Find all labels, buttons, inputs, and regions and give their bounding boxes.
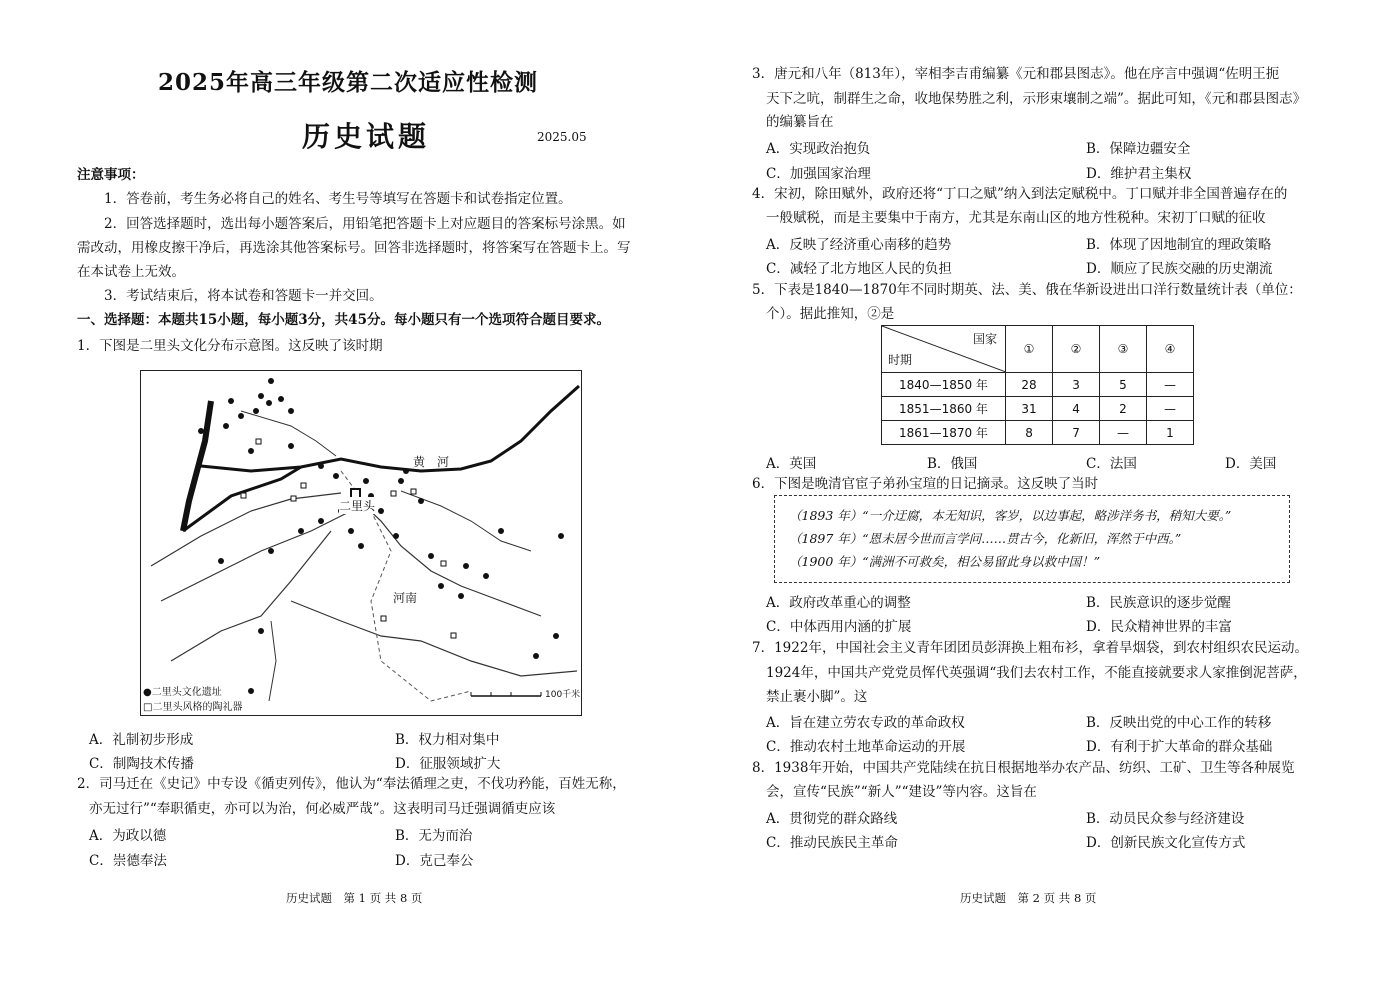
diary-entry-1900: （1900 年）“满洲不可救矣，相公易留此身以救中国！” bbox=[789, 554, 1101, 569]
q8-stem-line1: 8．1938年开始，中国共产党陆续在抗日根据地举办农产品、纺织、工矿、卫生等各种展览 bbox=[752, 760, 1295, 776]
q6-option-c[interactable]: C．中体西用内涵的扩展 bbox=[766, 619, 912, 635]
table-cell: — bbox=[1146, 373, 1193, 397]
q6-option-d[interactable]: D．民众精神世界的丰富 bbox=[1086, 619, 1232, 635]
erlitou-map bbox=[140, 370, 582, 716]
q8-stem-line2: 会，宣传“民族”“新人”“建设”等内容。这旨在 bbox=[766, 784, 1037, 800]
notice-3: 3．考试结束后，将本试卷和答题卡一并交回。 bbox=[104, 288, 383, 304]
table-cell: 8 bbox=[1005, 421, 1052, 445]
table-period-cell: 1861—1870 年 bbox=[882, 421, 1006, 445]
river-label: 黄 河 bbox=[413, 455, 450, 469]
tributary-8 bbox=[241, 411, 336, 456]
table-period-cell: 1851—1860 年 bbox=[882, 397, 1006, 421]
q1-option-a[interactable]: A．礼制初步形成 bbox=[89, 732, 194, 748]
site-label: 二里头 bbox=[339, 499, 376, 513]
table-cell: 7 bbox=[1053, 421, 1100, 445]
table-col-header: ① bbox=[1005, 326, 1052, 373]
table-cell: 1 bbox=[1146, 421, 1193, 445]
table-cell: — bbox=[1100, 421, 1147, 445]
q3-stem-line3: 的编纂旨在 bbox=[766, 114, 834, 130]
q5-option-a[interactable]: A．英国 bbox=[766, 456, 817, 472]
table-header-row bbox=[882, 326, 1194, 373]
q8-option-d[interactable]: D．创新民族文化宣传方式 bbox=[1086, 835, 1246, 851]
q5-option-b[interactable]: B．俄国 bbox=[927, 456, 978, 472]
q2-stem-line2: 亦无过行”“奉职循吏，亦可以为治，何必威严哉”。这表明司马迁强调循吏应该 bbox=[89, 801, 556, 817]
q2-option-d[interactable]: D．克己奉公 bbox=[395, 853, 474, 869]
q5-option-c[interactable]: C．法国 bbox=[1086, 456, 1137, 472]
q7-option-c[interactable]: C．推动农村土地革命运动的开展 bbox=[766, 739, 966, 755]
q7-stem-line1: 7．1922年，中国社会主义青年团团员彭湃换上粗布衫，拿着旱烟袋，到农村组织农民运动。 bbox=[752, 640, 1308, 656]
diary-excerpt-box bbox=[774, 495, 1290, 583]
tributary-7 bbox=[269, 621, 276, 701]
table-cell: 28 bbox=[1005, 373, 1052, 397]
q8-option-c[interactable]: C．推动民族民主革命 bbox=[766, 835, 898, 851]
q3-option-b[interactable]: B．保障边疆安全 bbox=[1086, 141, 1191, 157]
notice-1: 1．答卷前，考生务必将自己的姓名、考生号等填写在答题卡和试卷指定位置。 bbox=[104, 191, 572, 207]
q2-option-c[interactable]: C．崇德奉法 bbox=[89, 853, 167, 869]
q2-option-a[interactable]: A．为政以德 bbox=[89, 828, 167, 844]
q8-option-a[interactable]: A．贯彻党的群众路线 bbox=[766, 811, 898, 827]
notice-2c: 在本试卷上无效。 bbox=[77, 264, 185, 280]
q3-option-a[interactable]: A．实现政治抱负 bbox=[766, 141, 871, 157]
q7-option-b[interactable]: B．反映出党的中心工作的转移 bbox=[1086, 715, 1272, 731]
subject-title: 历史试题 bbox=[302, 120, 431, 153]
region-label: 河南 bbox=[393, 591, 418, 605]
legend-pottery: □二里头风格的陶礼器 bbox=[143, 702, 243, 713]
q7-option-d[interactable]: D．有利于扩大革命的群众基础 bbox=[1086, 739, 1273, 755]
table-row bbox=[882, 373, 1194, 397]
q1-option-d[interactable]: D．征服领域扩大 bbox=[395, 756, 501, 772]
table-cell: 5 bbox=[1100, 373, 1147, 397]
page-1-footer: 历史试题 第 1 页 共 8 页 bbox=[286, 891, 423, 905]
q7-stem-line3: 禁止裹小脚”。这 bbox=[766, 689, 868, 705]
notice-2a: 2．回答选择题时，选出每小题答案后，用铅笔把答题卡上对应题目的答案标号涂黑。如 bbox=[104, 216, 626, 232]
section-heading: 一、选择题：本题共15小题，每小题3分，共45分。每小题只有一个选项符合题目要求。 bbox=[77, 312, 610, 328]
q1-stem: 1．下图是二里头文化分布示意图。这反映了该时期 bbox=[77, 338, 383, 354]
q1-option-b[interactable]: B．权力相对集中 bbox=[395, 732, 500, 748]
scale-label: 100千米 bbox=[545, 690, 581, 700]
q6-stem: 6．下图是晚清官宦子弟孙宝瑄的日记摘录。这反映了当时 bbox=[752, 476, 1099, 492]
yellow-river-lower bbox=[201, 386, 579, 471]
diary-entry-1897: （1897 年）“恩未居今世而言学问……贯古今，化新旧，浑然于中西。” bbox=[789, 531, 1182, 546]
q3-stem-line1: 3．唐元和八年（813年），宰相李吉甫编纂《元和郡县图志》。他在序言中强调“佐明王扼 bbox=[752, 66, 1280, 82]
corner-top-label: 国家 bbox=[972, 332, 997, 346]
q4-stem-line1: 4．宋初，除田赋外，政府还将“丁口之赋”纳入到法定赋税中。丁口赋并非全国普遍存在的 bbox=[752, 186, 1288, 202]
table-period-cell: 1840—1850 年 bbox=[882, 373, 1006, 397]
q2-stem-line1: 2．司马迁在《史记》中专设《循吏列传》，他认为“奉法循理之吏，不伐功矜能，百姓无称， bbox=[77, 776, 626, 792]
q6-option-a[interactable]: A．政府改革重心的调整 bbox=[766, 595, 911, 611]
q3-option-d[interactable]: D．维护君主集权 bbox=[1086, 166, 1192, 182]
q7-option-a[interactable]: A．旨在建立劳农专政的革命政权 bbox=[766, 715, 965, 731]
q7-stem-line2: 1924年，中国共产党党员恽代英强调“我们去农村工作，不能直接就要求人家推倒泥菩萨， bbox=[766, 665, 1307, 681]
q3-option-c[interactable]: C．加强国家治理 bbox=[766, 166, 871, 182]
page-2-footer: 历史试题 第 2 页 共 8 页 bbox=[960, 891, 1097, 905]
tributary-5 bbox=[291, 601, 577, 676]
q6-option-b[interactable]: B．民族意识的逐步觉醒 bbox=[1086, 595, 1231, 611]
table-col-header: ③ bbox=[1100, 326, 1147, 373]
q4-option-d[interactable]: D．顺应了民族交融的历史潮流 bbox=[1086, 261, 1273, 277]
table-cell: 31 bbox=[1005, 397, 1052, 421]
legend-site: ●二里头文化遗址 bbox=[143, 687, 222, 698]
corner-bottom-label: 时期 bbox=[888, 353, 913, 367]
q4-option-c[interactable]: C．减轻了北方地区人民的负担 bbox=[766, 261, 952, 277]
trading-firms-table bbox=[881, 325, 1194, 445]
table-cell: — bbox=[1146, 397, 1193, 421]
table-col-header: ④ bbox=[1146, 326, 1193, 373]
q4-option-b[interactable]: B．体现了因地制宜的理政策略 bbox=[1086, 237, 1272, 253]
table-cell: 3 bbox=[1053, 373, 1100, 397]
notice-heading: 注意事项： bbox=[77, 167, 145, 183]
q2-option-b[interactable]: B．无为而治 bbox=[395, 828, 473, 844]
table-cell: 2 bbox=[1100, 397, 1147, 421]
diary-entry-1893: （1893 年）“一介迂腐，本无知识，客岁，以边事起，略涉洋务书，稍知大要。” bbox=[789, 508, 1232, 523]
q8-option-b[interactable]: B．动员民众参与经济建设 bbox=[1086, 811, 1245, 827]
exam-date: 2025.05 bbox=[537, 130, 587, 144]
q5-stem-line1: 5．下表是1840—1870年不同时期英、法、美、俄在华新设进出口洋行数量统计表（单位： bbox=[752, 282, 1302, 298]
exam-title: 2025年高三年级第二次适应性检测 bbox=[158, 69, 539, 96]
table-corner-cell bbox=[882, 326, 1006, 373]
q1-option-c[interactable]: C．制陶技术传播 bbox=[89, 756, 194, 772]
table-row bbox=[882, 421, 1194, 445]
q4-option-a[interactable]: A．反映了经济重心南移的趋势 bbox=[766, 237, 952, 253]
notice-2b: 需改动，用橡皮擦干净后，再选涂其他答案标号。回答非选择题时，将答案写在答题卡上。写 bbox=[77, 240, 631, 256]
q5-stem-line2: 个）。据此推知，②是 bbox=[766, 306, 895, 322]
map-drawing bbox=[141, 371, 581, 715]
table-col-header: ② bbox=[1053, 326, 1100, 373]
yellow-river-bend bbox=[183, 467, 301, 531]
q3-stem-line2: 天下之吭，制群生之命，收地保势胜之利，示形束壤制之端”。据此可知，《元和郡县图志》 bbox=[766, 91, 1307, 107]
site-dots bbox=[198, 378, 564, 694]
table-cell: 4 bbox=[1053, 397, 1100, 421]
table-row bbox=[882, 397, 1194, 421]
tributary-3 bbox=[171, 531, 331, 661]
q4-stem-line2: 一般赋税，而是主要集中于南方，尤其是东南山区的地方性税种。宋初丁口赋的征收 bbox=[766, 210, 1266, 226]
page-2 bbox=[700, 0, 1399, 983]
q5-option-d[interactable]: D．美国 bbox=[1225, 456, 1277, 472]
